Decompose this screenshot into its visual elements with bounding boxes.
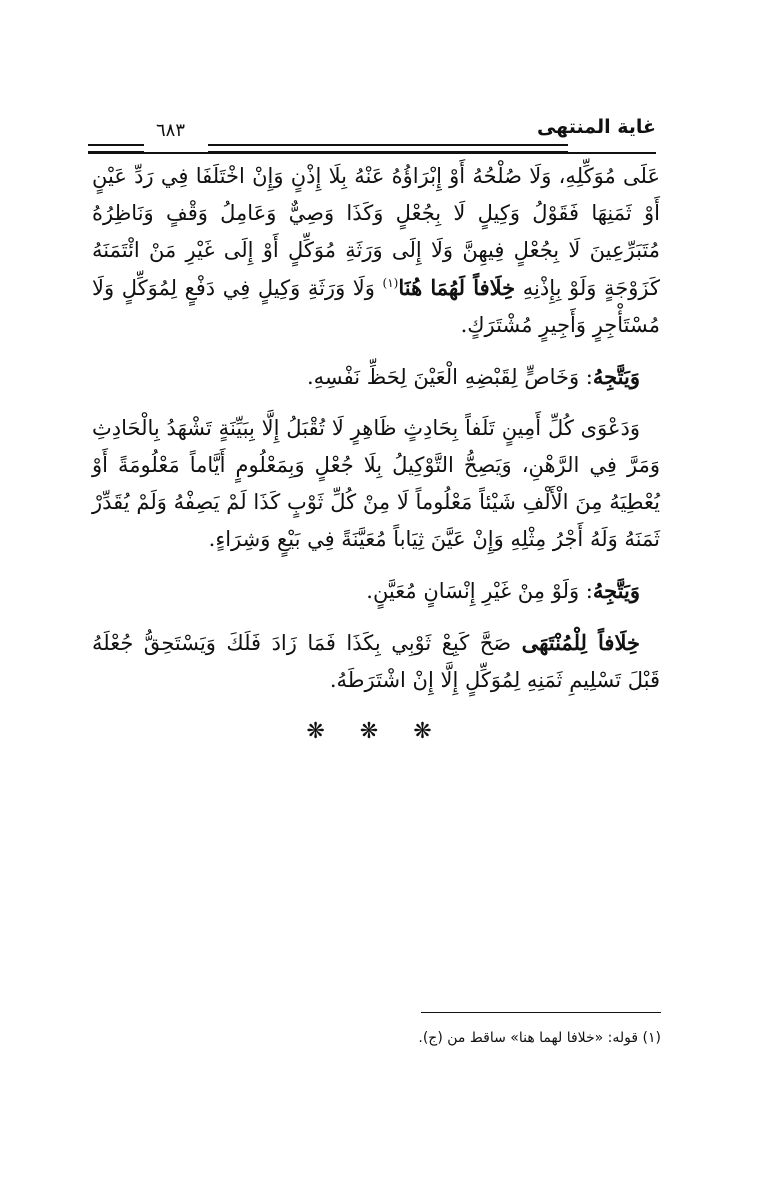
- paragraph-3: [92, 410, 660, 558]
- paragraph-5-text: صَحَّ كَبِعْ ثَوْبِي بِكَذَا فَمَا زَادَ فَلَكَ وَيَسْتَحِقُّ جُعْلَهُ قَبْلَ تَسْلِيمِ ثَمَنِهِ لِمُوَكِّلٍ إِلَّا إِنْ اشْتَرَطَهُ.: [92, 631, 660, 692]
- paragraph-2: [92, 358, 660, 396]
- paragraph-2-text: : وَخَاصٍّ لِقَبْضِهِ الْعَيْنَ لِحَظِّ نَفْسِهِ.: [306, 365, 593, 389]
- paragraph-4-label: وَيَتَّجِهُ: [592, 578, 640, 603]
- paragraph-1-text-after: وَلَا وَرَثَةِ وَكِيلٍ فِي دَفْعٍ لِمُوَكِّلٍ وَلَا مُسْتَأْجِرٍ وَأَجِيرٍ مُشْتَرَكٍ.: [92, 276, 660, 337]
- page-number: ٦٨٣: [156, 120, 186, 141]
- book-title: غاية المنتهى: [536, 116, 656, 138]
- paragraph-5: [92, 624, 660, 699]
- paragraph-4-text: : وَلَوْ مِنْ غَيْرِ إِنْسَانٍ مُعَيَّنٍ.: [366, 579, 593, 603]
- paragraph-1-bold: خِلَافاً لَهُمَا هُنَا: [398, 275, 516, 300]
- footnote-reference: (١): [382, 276, 399, 290]
- paragraph-4: [92, 572, 660, 610]
- footnote: (١) قوله: «خلافا لهما هنا» ساقط من (ج).: [418, 1030, 661, 1046]
- paragraph-1: [92, 158, 660, 344]
- footnote-rule: [421, 1012, 661, 1013]
- section-divider-stars: ❋ ❋ ❋: [306, 719, 446, 744]
- main-text: [92, 158, 660, 750]
- paragraph-5-label: خِلَافاً لِلْمُنْتَهَى: [521, 630, 640, 655]
- header-rule-full: [88, 152, 656, 154]
- paragraph-1-text: عَلَى مُوَكِّلِهِ، وَلَا صُلْحُهُ أَوْ إِبْرَاؤُهُ عَنْهُ بِلَا إِذْنٍ وَإِنْ اخْتَلَفَا فِي رَدِّ عَيْنٍ أَوْ ثَمَنِهَا فَقَوْلُ وَكِيلٍ لَا بِجُعْلٍ وَكَذَا وَصِيٌّ وَعَامِلُ وَقْفٍ وَنَاظِرُهُ مُتَبَرِّعِينَ لَا بِجُعْلٍ فِيهِنَّ وَلَا إِلَى وَرَثَةِ مُوَكِّلٍ أَوْ إِلَى غَيْرِ مَنْ ائْتَمَنَهُ كَزَوْجَةٍ وَلَوْ بِإِذْنِهِ: [92, 164, 660, 300]
- page-header: [88, 110, 656, 156]
- paragraph-3-text: وَدَعْوَى كُلِّ أَمِينٍ تَلَفاً بِحَادِثٍ ظَاهِرٍ لَا تُقْبَلُ إِلَّا بِبَيِّنَةٍ تَشْهَدُ بِالْحَادِثِ وَمَرَّ فِي الرَّهْنِ، وَيَصِحُّ التَّوْكِيلُ بِلَا جُعْلٍ وَبِمَعْلُومٍ أَيَّاماً مَعْلُومَةً أَوْ يُعْطِيَهُ مِنَ الْأَلْفِ شَيْئاً مَعْلُوماً لَا مِنْ كُلِّ ثَوْبٍ كَذَا لَمْ يَصِفْهُ وَلَمْ يُقَدِّرْ ثَمَنَهُ وَلَهُ أَجْرُ مِثْلِهِ وَإِنْ عَيَّنَ ثِيَاباً مُعَيَّنَةً فِي بَيْعٍ وَشِرَاءٍ.: [92, 416, 660, 551]
- paragraph-2-label: وَيَتَّجِهُ: [592, 364, 640, 389]
